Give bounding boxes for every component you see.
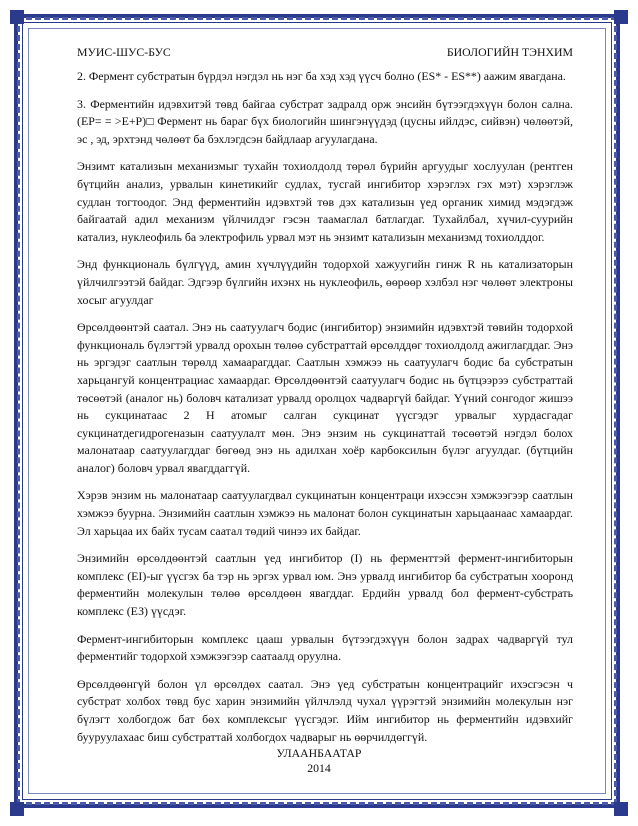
border-corner-bottom-left [10, 802, 24, 816]
paragraph-1: 2. Фермент субстратын бүрдэл нэгдэл нь нэг ба хэд хэд үүсч болно (ES* - ES**) аажим явагдана. [77, 69, 566, 83]
header-right: БИОЛОГИЙН ТЭНХИМ [446, 45, 573, 59]
paragraph-8: Фермент-ингибиторын комплекс цааш урвалын бүтээгдэхүүн болон задрах чадваргүй тул ферментийг тодорхой хэмжээгээр саатаалд оруулна. [77, 631, 573, 664]
border-corner-top-left [10, 10, 24, 24]
border-corner-top-right [614, 10, 628, 24]
page-footer [0, 746, 638, 776]
header-left: МУИС-ШУС-БУС [77, 45, 171, 59]
footer-city: УЛААНБААТАР [276, 746, 362, 760]
paragraph-3: Энзимт катализын механизмыг тухайн тохиолдолд төрөл бүрийн аргуудыг хослуулан (рентген бүтцийн анализ, урвалын кинетикийг судлах, тусгай ингибитор хэрэглэх гэх мэт) хэрэглэж судлан тогтоодог. Энд ферментийн идэвхтэй төв дэх катализын үед органик химид мэдэгдэж байгаатай адил механизм үйлчилдэг гэсэн таамаглал батлагдаг. Тухайлбал, хүчил-суурийн катализ, нуклеофиль ба электрофиль урвал мэт нь энзимт катализын механизмд тохиолддог. [77, 159, 573, 244]
paragraph-6: Хэрэв энзим нь малонатаар саатуулагдвал сукцинатын концентраци ихэссэн хэмжээгээр саатлын хэмжээ буурна. Энзимийн саатлын хэмжээ нь малонат болон сукцинатын харьцаанаас хамаардаг. Эл харьцаа их байх тусам саатал төдий чинээ их байдаг. [77, 488, 573, 538]
paragraph-4: Энд функциональ бүлгүүд, амин хүчлүүдийн тодорхой хажуугийн гинж R нь катализаторын үйлчилгээтэй байдаг. Эдгээр бүлгийн ихэнх нь нуклеофиль, өөрөөр хэлбэл нэг чөлөөт электроны хосыг агуулдаг [77, 257, 573, 307]
page-header [77, 45, 573, 60]
paragraph-5: Өрсөлдөөнтэй саатал. Энэ нь саатуулагч бодис (ингибитор) энзимийн идэвхтэй төвийн тодорхой функциональ бүлэгтэй урвалд орохын төлөө субстраттай өрсөлддөг тохиолдолд ажиглагддаг. Энэ нь эргэдэг саатлын төрөлд хамаарагддаг. Саатлын хэмжээ нь саатуулагч бодис ба субстратын харьцангуй концентрациас хамаардаг. Өрсөлдөөнтэй саатуулагч бодис нь бүтцээрээ субстраттай төсөөтэй (аналог нь) боловч катализат урвалд оролцох чадваргүй байдаг. Үүний сонгодог жишээ нь сукцинатаас 2 Н атомыг салган сукцинат үүсгэдэг урвалыг хурдасгадаг сукцинатдегидрогеназын саатуулалт мөн. Энэ энзим нь сукцинаттай төсөөтэй нэгдэл болох малонатаар саатуулагддаг бөгөөд энэ нь адилхан хоёр карбоксилын бүлэг агуулдаг. (бүтцийн аналог) боловч урвал явагддаггүй. [77, 320, 573, 475]
footer-year: 2014 [307, 761, 331, 775]
paragraph-7: Энзимийн өрсөлдөөнтэй саатлын үед ингибитор (I) нь ферменттэй фермент-ингибиторын комплекс (EI)-ыг үүсгэх ба тэр нь эргэх урвал юм. Энэ урвалд ингибитор ба субстратын хооронд ферментийн молекулын төлөө өрсөлдөөн явагддаг. Ердийн урвалд бол фермент-субстрать комплекс (ЕЗ) үүсдэг. [77, 551, 573, 619]
border-corner-bottom-right [614, 802, 628, 816]
page-content [77, 34, 573, 756]
paragraph-9: Өрсөлдөөнгүй болон үл өрсөлдөх саатал. Энэ үед субстратын концентрацийг ихэсгэсэн ч субстрат холбох төвд бус харин энзимийн үйлчлэлд чухал үүрэгтэй энзимийн молекулын нэг бүлэгт холбогдож бат бөх комплексыг үүсгэдэг. Ийм ингибитор нь ферментийн идэвхийг бууруулахаас биш субстраттай холбогдох чадварыг нь өөрчилдөггүй. [77, 676, 573, 744]
paragraph-2: 3. Ферментийн идэвхитэй төвд байгаа субстрат задралд орж энсийн бүтээгдэхүүн болон сална. (EP= = >E+P)□ Фермент нь бараг бүх биологийн шингэнүүдэд (цусны ийлдэс, сийвэн) чөлөөтэй, эс , эд, эрхтэнд чөлөөт ба бэхлэгдсэн байдлаар агуулагдана. [77, 96, 573, 146]
